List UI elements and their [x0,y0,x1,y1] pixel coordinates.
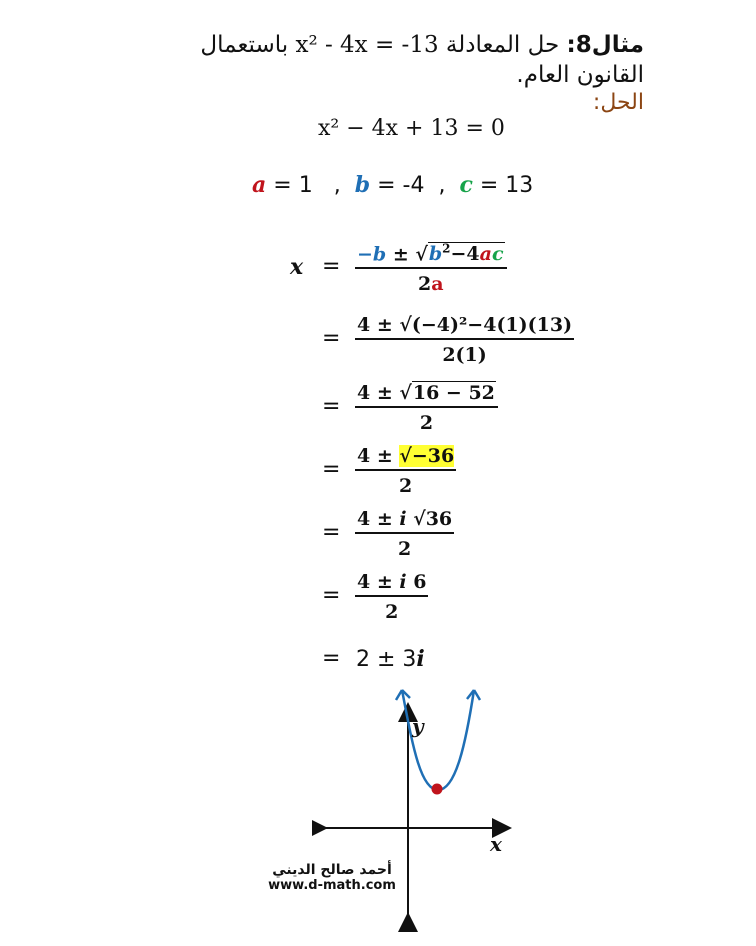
curve-arrow-icon [396,690,480,700]
solution-label: الحل: [592,90,644,115]
step-imaginary-unit [355,508,454,560]
step4-numerator [355,445,456,471]
x-variable: x [290,254,304,280]
step5-radical: √36 [406,508,453,530]
author-name: أحمد صالح الديني [272,862,392,878]
coef-c-value: = 13 [479,173,534,198]
formula-pm: ± √ [386,243,428,266]
step5-num-pre: 4 ± [357,508,400,530]
coef-b-value: = -4 [377,173,425,198]
equals-sign: = [322,326,341,351]
author-website: www.d-math.com [268,878,396,893]
formula-c: c [491,243,504,266]
coef-b-label: b [354,172,371,198]
quadratic-formula [355,242,507,295]
step3-radicand: 16 − 52 [412,382,495,404]
coef-a-label: a [252,172,267,198]
step2-numerator: 4 ± √(−4)²−4(1)(13) [355,314,574,340]
coef-a-value: = 1 [273,173,313,198]
vertex-point [432,784,443,795]
y-axis-label: y [412,714,424,738]
step5-numerator [355,508,454,534]
author-signature [262,862,402,893]
step-negative-radicand [355,445,456,497]
step-root-evaluated [355,571,428,623]
final-answer [356,646,425,672]
step-substitution [355,314,574,366]
step4-denominator: 2 [399,475,413,497]
step4-num-pre: 4 ± [357,445,400,467]
step-simplify [355,382,498,434]
step6-denominator: 2 [385,601,399,623]
formula-b2: b [428,243,443,266]
step2-denominator: 2(1) [442,344,487,366]
step5-denominator: 2 [397,538,412,560]
formula-b: b [372,243,387,266]
step6-i: i [399,571,407,593]
example-label: مثال8: [566,32,644,58]
formula-numerator [355,242,507,269]
step6-num-pre: 4 ± [357,571,400,593]
step3-numerator [355,382,498,408]
equals-sign: = [322,583,341,608]
coefficients-line [252,172,533,198]
step6-num-rest: 6 [406,571,427,593]
coef-c-label: c [459,172,473,198]
problem-equation: x² - 4x = -13 [295,32,439,58]
final-answer-value: 2 ± 3 [356,647,417,672]
coef-separator: , [438,173,446,198]
equals-sign: = [322,457,341,482]
step6-numerator [355,571,428,597]
formula-square: 2 [442,242,451,256]
problem-text-before: حل المعادلة [445,32,560,58]
formula-minus4: −4 [450,243,480,266]
final-answer-i: i [416,646,425,672]
step3-num-pre: 4 ± √ [357,382,412,404]
problem-text-after: باستعمال القانون العام. [200,32,644,88]
formula-denominator [355,269,507,295]
formula-den-a: a [431,273,444,296]
coef-separator: , [333,173,341,198]
parabola-curve [402,690,474,790]
problem-statement [164,30,644,90]
equals-sign: = [322,394,341,419]
step3-denominator: 2 [419,412,434,434]
formula-a: a [479,243,492,266]
standard-form-equation: x² − 4x + 13 = 0 [318,116,505,141]
equals-sign: = [322,254,341,279]
formula-minus: − [357,243,373,266]
highlighted-radical: √−36 [399,445,455,467]
formula-den-2: 2 [418,273,432,296]
equals-sign: = [322,520,341,545]
x-axis-label: x [490,832,502,856]
step5-i: i [399,508,407,530]
equals-sign: = [322,646,341,671]
